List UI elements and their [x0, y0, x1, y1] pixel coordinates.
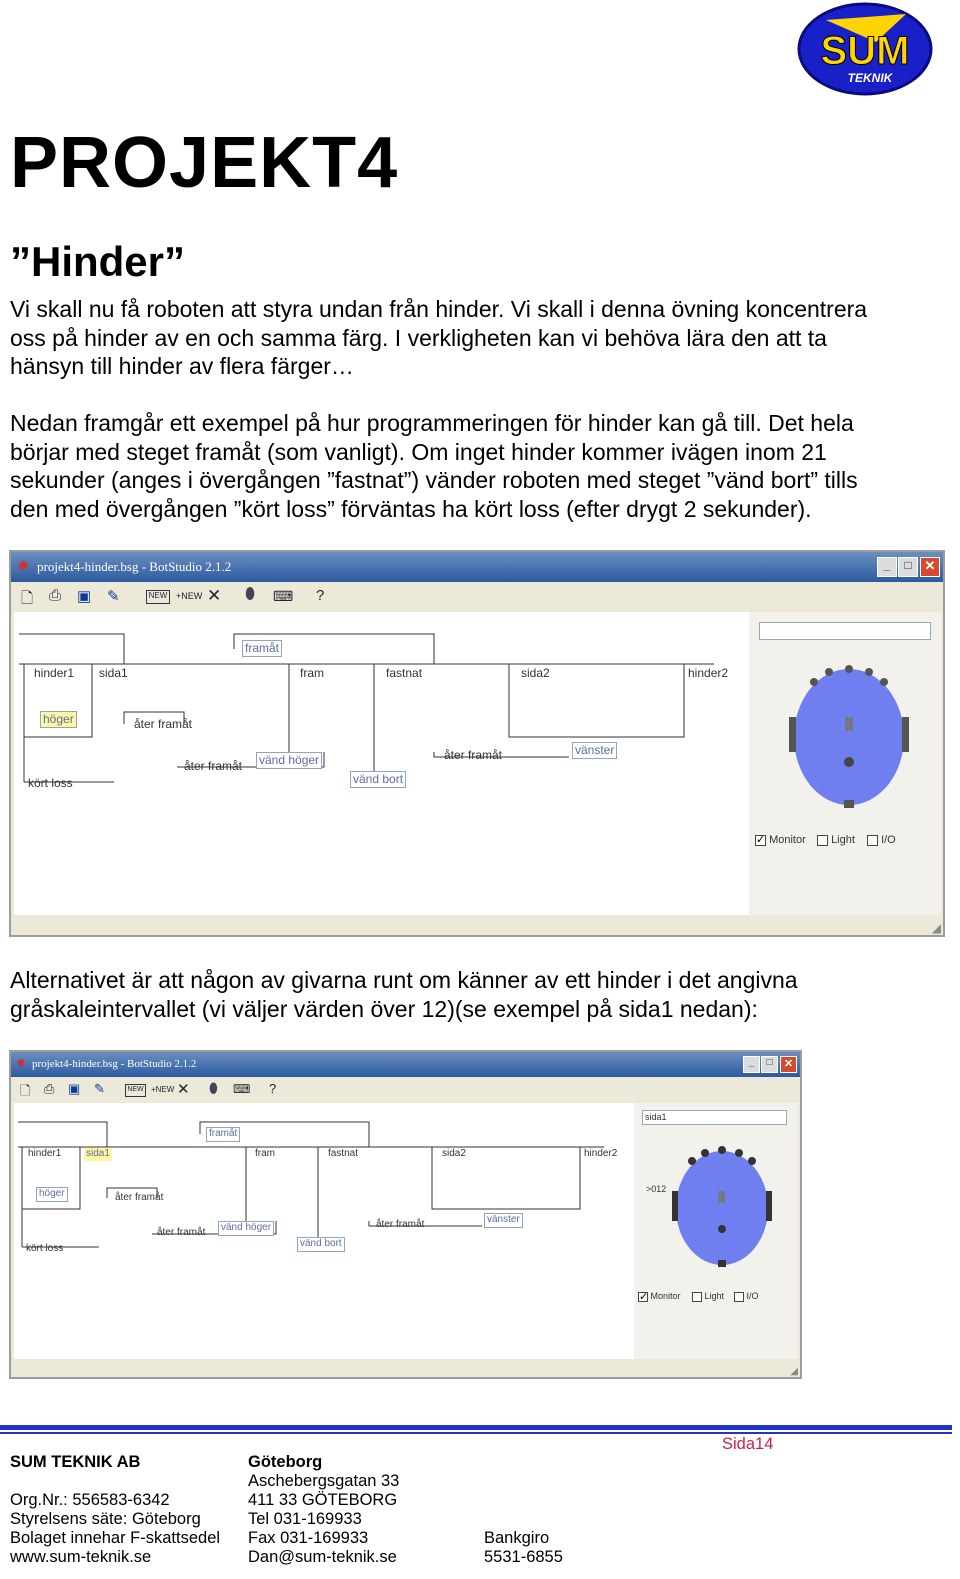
- bankgiro-number: 5531-6855: [484, 1548, 563, 1566]
- io-checkbox[interactable]: I/O: [734, 1291, 759, 1302]
- window-titlebar: [11, 552, 943, 582]
- new-transition-button[interactable]: +NEW: [151, 1085, 175, 1094]
- help-icon[interactable]: ?: [316, 587, 325, 604]
- new-transition-button[interactable]: +NEW: [176, 591, 203, 601]
- minimize-button[interactable]: _: [877, 557, 897, 577]
- state-vand-bort[interactable]: vänd bort: [297, 1237, 345, 1252]
- state-hoger[interactable]: höger: [40, 711, 77, 728]
- transition-ater-framat-2[interactable]: åter framåt: [184, 759, 243, 773]
- robot-icon[interactable]: ⬮: [209, 1080, 218, 1096]
- transition-kort-loss[interactable]: kört loss: [28, 776, 73, 790]
- transition-hinder1[interactable]: hinder1: [28, 1148, 62, 1159]
- minimize-button[interactable]: _: [743, 1056, 760, 1073]
- transition-sida2[interactable]: sida2: [442, 1148, 466, 1159]
- name-field[interactable]: sida1: [642, 1110, 787, 1125]
- window-title: projekt4-hinder.bsg - BotStudio 2.1.2: [37, 559, 232, 574]
- robot-icon[interactable]: ⬮: [245, 586, 256, 603]
- logo-subtext: TEKNIK: [847, 71, 893, 85]
- io-checkbox[interactable]: I/O: [867, 834, 896, 846]
- resize-grip-icon[interactable]: ◢: [790, 1366, 798, 1377]
- transition-ater-framat-3[interactable]: åter framåt: [376, 1219, 425, 1230]
- property-panel: [634, 1103, 798, 1359]
- state-framat[interactable]: framåt: [242, 640, 282, 657]
- save-icon[interactable]: ▣: [68, 1081, 81, 1096]
- new-state-button[interactable]: NEW: [146, 590, 170, 604]
- board-seat: Styrelsens säte: Göteborg: [10, 1510, 201, 1528]
- close-window-button[interactable]: ✕: [780, 1056, 797, 1073]
- company-name: SUM TEKNIK AB: [10, 1453, 141, 1471]
- state-framat[interactable]: framåt: [206, 1127, 240, 1142]
- window-title: projekt4-hinder.bsg - BotStudio 2.1.2: [32, 1058, 197, 1070]
- state-vand-hoger[interactable]: vänd höger: [218, 1221, 274, 1236]
- close-window-button[interactable]: ✕: [920, 557, 940, 577]
- maximize-button[interactable]: □: [898, 557, 918, 577]
- email[interactable]: Dan@sum-teknik.se: [248, 1548, 397, 1566]
- resize-grip-icon[interactable]: ◢: [931, 921, 941, 935]
- app-icon: ✸: [16, 1056, 27, 1070]
- footer-rule-thin: [0, 1432, 952, 1434]
- transition-hinder2[interactable]: hinder2: [584, 1148, 618, 1159]
- transition-sida2[interactable]: sida2: [521, 666, 550, 680]
- state-vanster[interactable]: vänster: [572, 742, 617, 759]
- transition-ater-framat-2[interactable]: åter framåt: [157, 1227, 206, 1238]
- transition-sida1[interactable]: sida1: [99, 666, 128, 680]
- transition-ater-framat-1[interactable]: åter framåt: [134, 717, 193, 731]
- program-canvas[interactable]: [14, 1103, 634, 1359]
- light-checkbox[interactable]: Light: [817, 834, 855, 846]
- city-heading: Göteborg: [248, 1453, 323, 1471]
- transition-kort-loss[interactable]: kört loss: [26, 1243, 64, 1254]
- edit-icon[interactable]: ✎: [94, 1081, 105, 1096]
- delete-icon[interactable]: ✕: [207, 586, 222, 605]
- logo-text: SUM: [820, 29, 910, 73]
- org-number: Org.Nr.: 556583-6342: [10, 1491, 170, 1509]
- bankgiro-label: Bankgiro: [484, 1529, 550, 1547]
- f-tax-note: Bolaget innehar F-skattsedel: [10, 1529, 221, 1547]
- program-canvas[interactable]: [14, 612, 749, 915]
- save-icon[interactable]: ▣: [77, 588, 92, 605]
- print-icon[interactable]: ⎙: [44, 1081, 55, 1096]
- new-file-icon[interactable]: 🗋: [21, 590, 34, 607]
- app-icon: ✸: [17, 558, 30, 575]
- transition-ater-framat-1[interactable]: åter framåt: [115, 1192, 164, 1203]
- transition-hinder1[interactable]: hinder1: [34, 666, 75, 680]
- window-titlebar: [11, 1052, 800, 1077]
- postal-address: 411 33 GÖTEBORG: [248, 1491, 398, 1509]
- state-vanster[interactable]: vänster: [484, 1213, 523, 1228]
- transition-ater-framat-3[interactable]: åter framåt: [444, 748, 503, 762]
- transition-fastnat[interactable]: fastnat: [386, 666, 423, 680]
- phone: Tel 031-169933: [248, 1510, 362, 1528]
- transition-fram[interactable]: fram: [300, 666, 324, 680]
- botstudio-window-2: [9, 1050, 802, 1379]
- footer-rule-thick: [0, 1425, 952, 1430]
- light-checkbox[interactable]: Light: [692, 1291, 724, 1302]
- alternative-paragraph: Alternativet är att någon av givarna runt om känner av ett hinder i det angivna gråskaleintervallet (vi väljer värden över 12)(se exempel på sida1 nedan):: [10, 967, 798, 1022]
- property-panel: [749, 612, 941, 915]
- sensor-value: >012: [646, 1184, 667, 1194]
- edit-icon[interactable]: ✎: [107, 588, 120, 605]
- transition-fastnat[interactable]: fastnat: [328, 1148, 359, 1159]
- maximize-button[interactable]: □: [761, 1056, 778, 1073]
- keyboard-icon[interactable]: ⌨: [273, 588, 294, 604]
- street-address: Aschebergsgatan 33: [248, 1472, 400, 1490]
- help-icon[interactable]: ?: [269, 1081, 277, 1096]
- botstudio-window-1: [9, 550, 945, 937]
- delete-icon[interactable]: ✕: [177, 1081, 190, 1098]
- flow-lines: [14, 612, 749, 915]
- state-hoger[interactable]: höger: [36, 1187, 68, 1202]
- robot-sensor-view[interactable]: [672, 1145, 772, 1270]
- transition-fram[interactable]: fram: [255, 1148, 275, 1159]
- monitor-checkbox[interactable]: ✓ Monitor: [638, 1291, 681, 1302]
- monitor-checkbox[interactable]: ✓ Monitor: [755, 834, 806, 846]
- website[interactable]: www.sum-teknik.se: [10, 1548, 152, 1566]
- state-vand-bort[interactable]: vänd bort: [350, 771, 406, 788]
- name-field[interactable]: [759, 622, 931, 640]
- description-paragraph: Nedan framgår ett exempel på hur programmeringen för hinder kan gå till. Det hela börjar med steget framåt (som vanligt). Om inget hinder kommer ivägen inom 21 sekunder (anges i övergången ”fastnat”) vänder roboten med steget ”vänd bort” tills den med övergången ”kört loss” förväntas ha kört loss (efter drygt 2 sekunder).: [10, 410, 858, 522]
- state-vand-hoger[interactable]: vänd höger: [256, 752, 322, 769]
- transition-hinder2[interactable]: hinder2: [688, 666, 729, 680]
- new-state-button[interactable]: NEW: [125, 1084, 146, 1097]
- print-icon[interactable]: ⎙: [49, 587, 62, 604]
- robot-sensor-view[interactable]: [789, 662, 909, 812]
- section-subtitle: ”Hinder”: [10, 238, 186, 285]
- flow-lines: [14, 1103, 634, 1359]
- keyboard-icon[interactable]: ⌨: [233, 1082, 251, 1096]
- new-file-icon[interactable]: 🗋: [20, 1083, 31, 1098]
- page-number: Sida14: [722, 1435, 774, 1453]
- fax: Fax 031-169933: [248, 1529, 369, 1547]
- page-title: PROJEKT4: [10, 123, 399, 203]
- transition-sida1[interactable]: sida1: [86, 1148, 110, 1159]
- sum-teknik-logo: [796, 2, 934, 96]
- intro-paragraph: Vi skall nu få roboten att styra undan från hinder. Vi skall i denna övning koncentrera oss på hinder av en och samma färg. I verkligheten kan vi behöva lära den att ta hänsyn till hinder av flera färger…: [10, 296, 868, 380]
- toolbar: [11, 582, 943, 612]
- toolbar: [11, 1077, 800, 1103]
